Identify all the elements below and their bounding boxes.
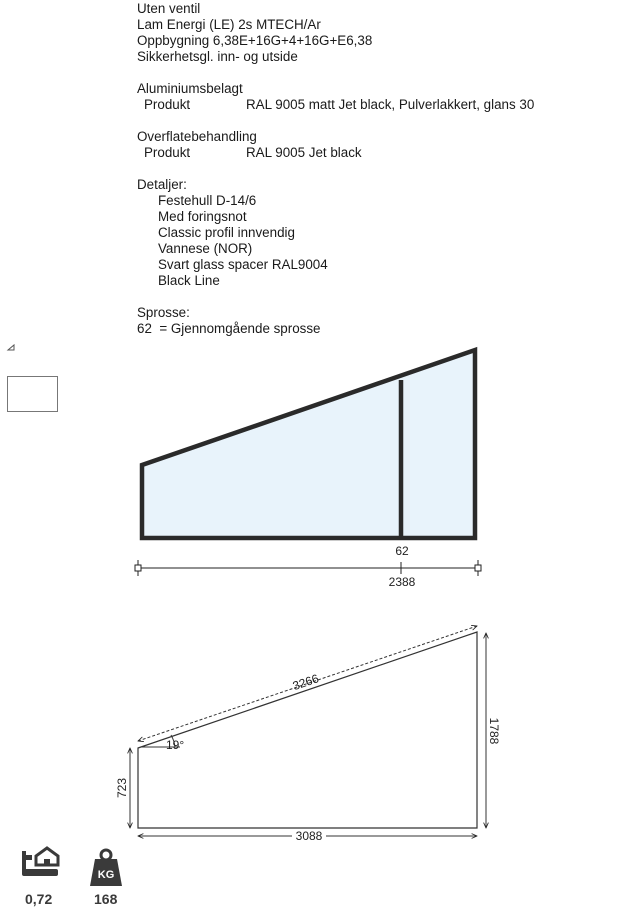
- window-glass: [142, 350, 475, 538]
- spec-line: Sikkerhetsgl. inn- og utside: [137, 49, 298, 64]
- mullion-label: 62: [395, 544, 409, 558]
- detail-item: Med foringsnot: [158, 209, 247, 224]
- u-value-icon: [22, 848, 58, 876]
- aluminium-key: Produkt: [144, 97, 191, 112]
- right-height-label: 1788: [487, 717, 501, 745]
- surface-key: Produkt: [144, 145, 191, 160]
- window-width-dimension: [135, 544, 481, 589]
- side-view-box: [8, 377, 58, 412]
- detail-item: Vannese (NOR): [158, 241, 253, 256]
- diagonal-label: 3266: [290, 671, 321, 694]
- details-heading: Detaljer:: [137, 177, 187, 192]
- surface-heading: Overflatebehandling: [137, 129, 257, 144]
- sprosse-heading: Sprosse:: [137, 305, 190, 320]
- weight-icon: [90, 850, 122, 886]
- aluminium-heading: Aluminiumsbelagt: [137, 81, 243, 96]
- spec-line: Uten ventil: [137, 1, 201, 16]
- spec-line: Oppbygning 6,38E+16G+4+16G+E6,38: [137, 33, 373, 48]
- weight-label: 168: [94, 891, 118, 907]
- u-value-label: 0,72: [25, 891, 53, 907]
- spec-line: Lam Energi (LE) 2s MTECH/Ar: [137, 17, 321, 32]
- frame-outline-drawing: [115, 626, 501, 843]
- detail-item: Classic profil innvendig: [158, 225, 295, 240]
- frame-outline: [138, 632, 477, 828]
- angle-label: 19°: [166, 738, 185, 752]
- view-marker-icon: [8, 345, 14, 350]
- aluminium-value: RAL 9005 matt Jet black, Pulverlakkert, glans 30: [246, 97, 535, 112]
- detail-item: Festehull D-14/6: [158, 193, 257, 208]
- sprosse-value: 62 = Gjennomgående sprosse: [137, 321, 321, 336]
- window-width-label: 2388: [388, 575, 416, 589]
- surface-value: RAL 9005 Jet black: [246, 145, 362, 160]
- bottom-width-label: 3088: [295, 829, 323, 843]
- detail-item: Black Line: [158, 273, 220, 288]
- left-height-label: 723: [115, 777, 129, 799]
- weight-icon-text: KG: [97, 869, 115, 881]
- window-elevation: [142, 350, 475, 538]
- detail-item: Svart glass spacer RAL9004: [158, 257, 328, 272]
